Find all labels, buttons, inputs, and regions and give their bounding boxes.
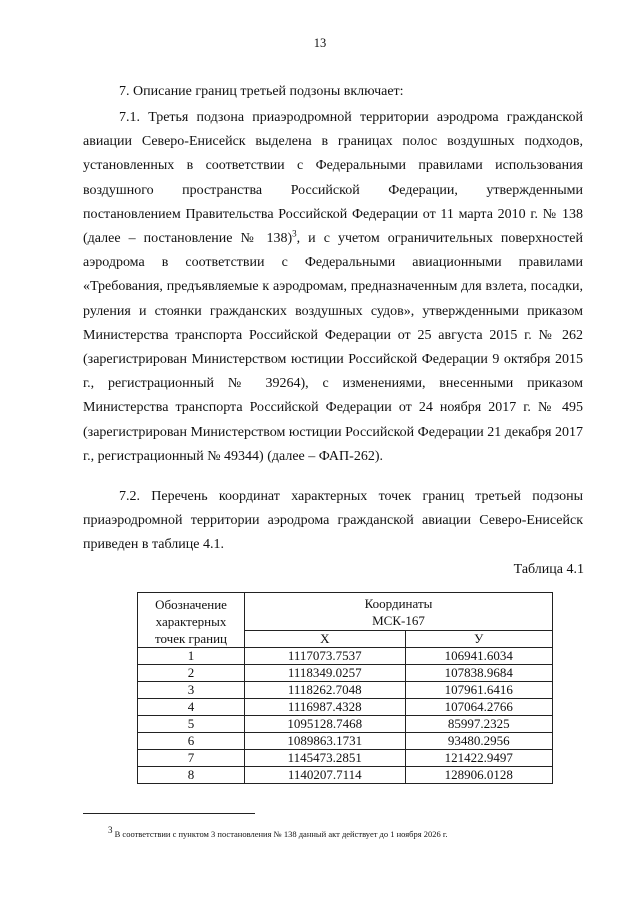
- coord-x: 1145473.2851: [245, 750, 406, 767]
- footnote-text: В соответствии с пунктом 3 постановления № 138 данный акт действует до 1 ноября 2026 г.: [112, 829, 448, 839]
- table-row: [138, 648, 553, 665]
- coord-y: 93480.2956: [405, 733, 552, 750]
- point-id: 4: [138, 699, 245, 716]
- paragraph-7-1-text: 7.1. Третья подзона приаэродромной территории аэродрома гражданской авиации Северо-Енисейск выделена в границах полос воздушных подходов, установленных в соответствии с Федеральными правилами использования воздушного пространства Российской Федерации, утвержденными постановлением Правительства Российской Федерации от 11 марта 2010 г. № 138 (далее – постановление № 138): [83, 110, 583, 247]
- table-row: [138, 750, 553, 767]
- header-y: У: [405, 631, 552, 648]
- point-id: 2: [138, 665, 245, 682]
- paragraph-7-2: [83, 485, 583, 558]
- table-caption: Таблица 4.1: [513, 562, 584, 577]
- footnote-divider: [83, 813, 255, 814]
- header-coordinate-system: МСК-167: [372, 613, 425, 628]
- point-id: 6: [138, 733, 245, 750]
- table-row: [138, 699, 553, 716]
- coord-y: 107961.6416: [405, 682, 552, 699]
- table-row: [138, 733, 553, 750]
- coord-y: 107064.2766: [405, 699, 552, 716]
- table-row: [138, 767, 553, 784]
- table-row: [138, 716, 553, 733]
- coord-x: 1116987.4328: [245, 699, 406, 716]
- point-id: 7: [138, 750, 245, 767]
- coord-x: 1089863.1731: [245, 733, 406, 750]
- paragraph-7-1-text-cont: , и с учетом ограничительных поверхностей аэродрома в соответствии с Федеральными авиационными правилами «Требования, предъявляемые к аэродромам, предназначенным для взлета, посадки, руления и стоянки гражданских воздушных судов», утвержденными приказом Министерства транспорта Российской Федерации от 25 августа 2015 г. № 262 (зарегистрирован Министерством юстиции Российской Федерации 9 октября 2015 г., регистрационный № 39264), с изменениями, внесенными приказом Министерства транспорта Российской Федерации от 24 ноября 2017 г. № 495 (зарегистрирован Министерством юстиции Российской Федерации 21 декабря 2017 г., регистрационный № 49344) (далее – ФАП-262).: [83, 231, 583, 464]
- coordinates-table: [137, 592, 553, 784]
- coord-y: 121422.9497: [405, 750, 552, 767]
- footnote-ref: 3: [292, 228, 297, 239]
- coord-x: 1117073.7537: [245, 648, 406, 665]
- coord-y: 106941.6034: [405, 648, 552, 665]
- coord-y: 85997.2325: [405, 716, 552, 733]
- point-id: 8: [138, 767, 245, 784]
- header-x: X: [245, 631, 406, 648]
- paragraph-7-2-text: 7.2. Перечень координат характерных точек границ третьей подзоны приаэродромной территории аэродрома гражданской авиации Северо-Енисейск приведен в таблице 4.1.: [83, 489, 583, 553]
- header-point-name: Обозначение характерных точек границ: [138, 593, 245, 648]
- page-number: 13: [313, 36, 327, 50]
- coord-y: 107838.9684: [405, 665, 552, 682]
- footnote: [108, 825, 448, 839]
- section-heading: 7. Описание границ третьей подзоны включает:: [119, 84, 404, 99]
- table-row: [138, 665, 553, 682]
- point-id: 3: [138, 682, 245, 699]
- coord-x: 1118349.0257: [245, 665, 406, 682]
- coord-x: 1140207.7114: [245, 767, 406, 784]
- point-id: 1: [138, 648, 245, 665]
- coord-x: 1118262.7048: [245, 682, 406, 699]
- table-row: [138, 682, 553, 699]
- point-id: 5: [138, 716, 245, 733]
- footnote-marker: 3: [108, 825, 113, 836]
- paragraph-7-1: [83, 106, 583, 469]
- coord-y: 128906.0128: [405, 767, 552, 784]
- header-coordinates-title: Координаты: [364, 596, 433, 611]
- header-coordinates: [245, 593, 553, 631]
- coord-x: 1095128.7468: [245, 716, 406, 733]
